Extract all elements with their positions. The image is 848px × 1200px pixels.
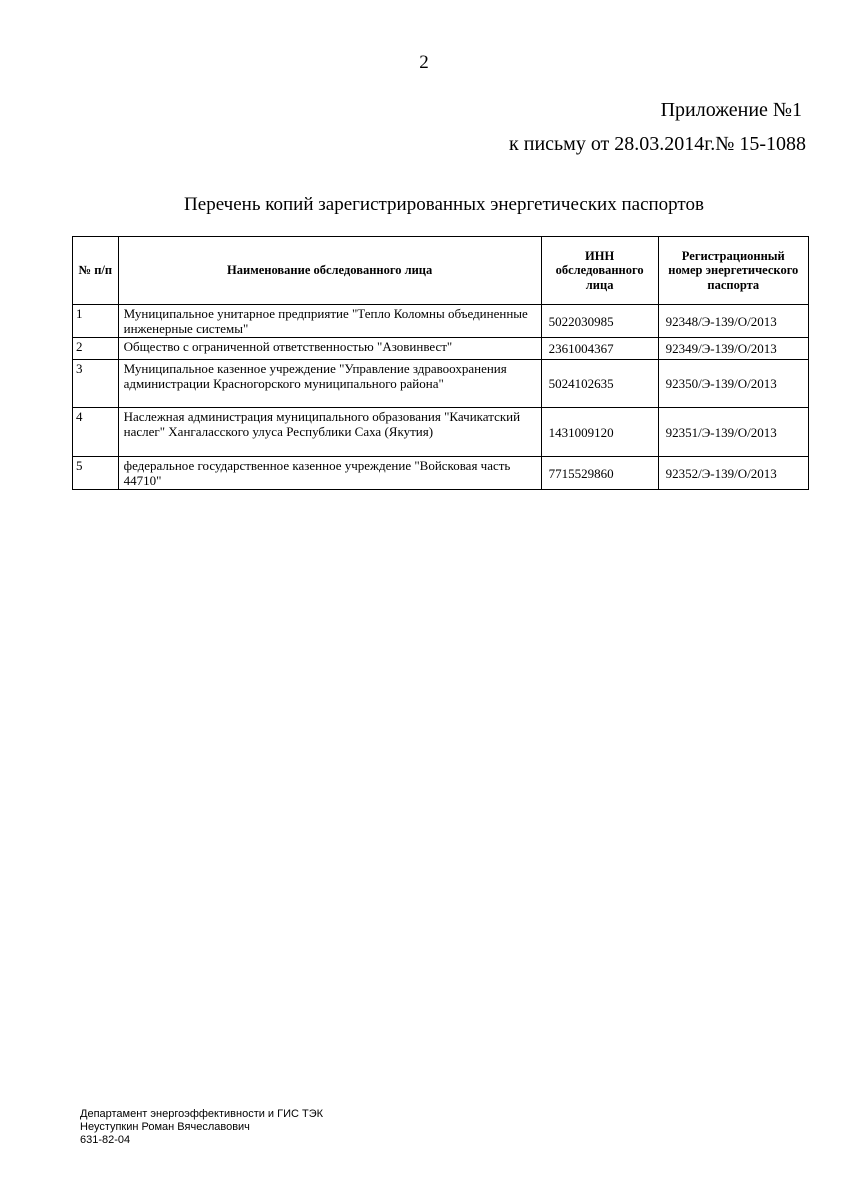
footer-person: Неуступкин Роман Вячеславович bbox=[80, 1121, 250, 1133]
row-name: Муниципальное казенное учреждение "Управление здравоохранения администрации Красногорского муниципального района" bbox=[118, 360, 541, 408]
footer-phone: 631-82-04 bbox=[80, 1134, 131, 1146]
letter-reference: к письму от 28.03.2014г.№ 15-1088 bbox=[509, 133, 806, 155]
passports-table bbox=[72, 236, 809, 490]
footer-department: Департамент энергоэффективности и ГИС ТЭК bbox=[80, 1108, 324, 1120]
row-name: Муниципальное унитарное предприятие "Тепло Коломны объединенные инженерные системы" bbox=[118, 305, 541, 338]
row-num: 1 bbox=[73, 305, 119, 338]
row-num: 2 bbox=[73, 338, 119, 360]
row-inn: 5024102635 bbox=[541, 360, 658, 408]
row-reg: 92352/Э-139/О/2013 bbox=[658, 457, 808, 490]
header-reg: Регистрационный номер энергетического паспорта bbox=[658, 237, 808, 305]
row-name: федеральное государственное казенное учреждение "Войсковая часть 44710" bbox=[118, 457, 541, 490]
table-row bbox=[73, 338, 809, 360]
table-row bbox=[73, 457, 809, 490]
row-num: 3 bbox=[73, 360, 119, 408]
row-inn: 5022030985 bbox=[541, 305, 658, 338]
row-inn: 7715529860 bbox=[541, 457, 658, 490]
table-header-row bbox=[73, 237, 809, 305]
footer bbox=[80, 1108, 323, 1147]
row-name: Общество с ограниченной ответственностью "Азовинвест" bbox=[118, 338, 541, 360]
document-title: Перечень копий зарегистрированных энергетических паспортов bbox=[184, 194, 704, 215]
row-inn: 2361004367 bbox=[541, 338, 658, 360]
header-inn: ИНН обследованного лица bbox=[541, 237, 658, 305]
table-row bbox=[73, 305, 809, 338]
row-num: 5 bbox=[73, 457, 119, 490]
page-number: 2 bbox=[419, 52, 429, 73]
row-reg: 92350/Э-139/О/2013 bbox=[658, 360, 808, 408]
row-name: Наслежная администрация муниципального образования "Качикатский наслег" Хангаласского улуса Республики Саха (Якутия) bbox=[118, 408, 541, 457]
row-reg: 92348/Э-139/О/2013 bbox=[658, 305, 808, 338]
table-row bbox=[73, 408, 809, 457]
row-reg: 92349/Э-139/О/2013 bbox=[658, 338, 808, 360]
table-row bbox=[73, 360, 809, 408]
header-name: Наименование обследованного лица bbox=[118, 237, 541, 305]
appendix-label: Приложение №1 bbox=[660, 99, 802, 121]
row-inn: 1431009120 bbox=[541, 408, 658, 457]
row-reg: 92351/Э-139/О/2013 bbox=[658, 408, 808, 457]
row-num: 4 bbox=[73, 408, 119, 457]
header-num: № п/п bbox=[73, 237, 119, 305]
